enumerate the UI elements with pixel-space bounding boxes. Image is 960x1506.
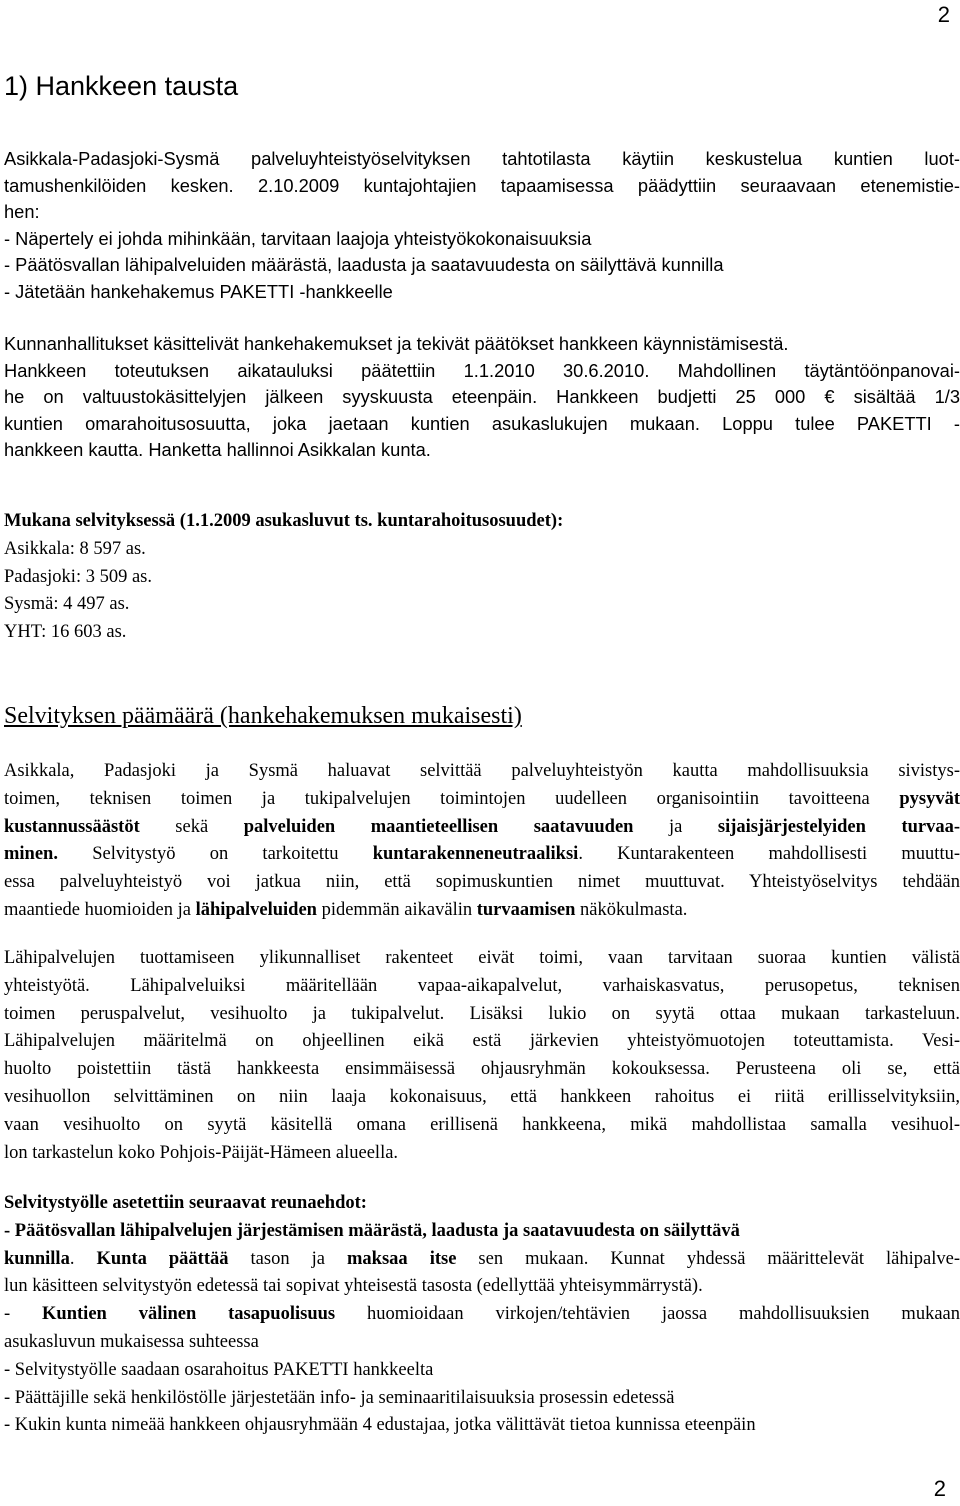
condition-line: kunnilla. Kunta päättää tason ja maksaa itse sen mukaan. Kunnat yhdessä määrittelevät lähipalve-: [4, 1248, 960, 1269]
decisions-line: kuntien omarahoitusosuutta, joka jaetaan kuntien asukaslukujen mukaan. Loppu tulee PAKETTI -: [4, 412, 960, 434]
goal-paragraph: [4, 758, 960, 925]
local-line: vaan vesihuolto on syytä käsitellä omana erillisenä hankkeena, mikä mahdollistaa samalla vesihuol-: [4, 1114, 960, 1135]
decisions-line: hankkeen kautta. Hanketta hallinnoi Asikkalan kunta.: [4, 439, 431, 461]
condition-line: - Päätösvallan lähipalvelujen järjestämisen määrästä, laadusta ja saatavuudesta on säilyttävä: [4, 1220, 740, 1241]
participants-title: Mukana selvityksessä (1.1.2009 asukasluvut ts. kuntarahoitusosuudet):: [4, 511, 564, 531]
section-heading: 1) Hankkeen tausta: [4, 71, 239, 101]
local-line: yhteistyötä. Lähipalveluiksi määritellään vapaa-aikapalvelut, varhaiskasvatus, perusopetus, teknisen: [4, 975, 960, 996]
intro-line: Asikkala-Padasjoki-Sysmä palveluyhteistyöselvityksen tahtotilasta käytiin keskustelua kuntien luot-: [4, 148, 960, 169]
page-number-top: 2: [937, 2, 950, 27]
local-line: toimen peruspalvelut, vesihuolto ja tukipalvelut. Lisäksi lukio on syytä ottaa mukaan tarkasteluun.: [4, 1003, 960, 1024]
intro-bullet: - Päätösvallan lähipalveluiden määrästä, laadusta ja saatavuudesta on säilyttävä kunnilla: [4, 254, 724, 276]
conditions-title: Selvitystyölle asetettiin seuraavat reunaehdot:: [4, 1193, 367, 1213]
conditions-block: [4, 1190, 960, 1440]
local-line: huolto poistettiin tästä hankkeesta ensimmäisessä ohjausryhmän kokouksessa. Perusteena oli se, että: [4, 1059, 960, 1080]
goal-line: essa palveluyhteistyö voi jatkua niin, että sopimuskuntien nimet muuttuvat. Yhteistyöselvitys tehdään: [4, 872, 960, 893]
local-line: Lähipalvelujen määritelmä on ohjeellinen eikä estä järkevien yhteistyömuotojen toteuttamista. Vesi-: [4, 1031, 960, 1052]
intro-line: hen:: [4, 201, 40, 223]
intro-bullet: - Näpertely ei johda mihinkään, tarvitaan laajoja yhteistyökokonaisuuksia: [4, 227, 592, 249]
condition-line: lun käsitteen selvitystyön edetessä tai sopivat yhteisestä tasosta (edellyttää yhteisymmärrystä).: [4, 1276, 703, 1297]
goal-line: Asikkala, Padasjoki ja Sysmä haluavat selvittää palveluyhteistyön kautta mahdollisuuksia sivistys-: [4, 761, 960, 781]
participant-total: YHT: 16 603 as.: [4, 622, 127, 643]
participants-block: [4, 508, 960, 647]
participant-item: Asikkala: 8 597 as.: [4, 538, 146, 559]
condition-line: - Kuntien välinen tasapuolisuus huomioidaan virkojen/tehtävien jaossa mahdollisuuksien mukaan: [4, 1304, 960, 1325]
local-line: vesihuollon selvittäminen on niin laaja kokonaisuus, että hankkeen rahoitus ei riitä erillisselvityksiin,: [4, 1086, 960, 1107]
local-line: lon tarkastelun koko Pohjois-Päijät-Hämeen alueella.: [4, 1142, 399, 1163]
decisions-line: Kunnanhallitukset käsittelivät hankehakemukset ja tekivät päätökset hankkeen käynnistämisestä.: [4, 333, 789, 354]
goal-line: kustannussäästöt sekä palveluiden maantieteellisen saatavuuden ja sijaisjärjestelyiden turvaa-: [4, 816, 960, 837]
condition-line: - Päättäjille sekä henkilöstölle järjestetään info- ja seminaaritilaisuuksia prosessin edetessä: [4, 1387, 675, 1408]
condition-line: - Kukin kunta nimeää hankkeen ohjausryhmään 4 edustajaa, jotka välittävät tietoa kunnissa eteenpäin: [4, 1415, 756, 1436]
intro-line: tamushenkilöiden kesken. 2.10.2009 kuntajohtajien tapaamisessa päädyttiin seuraavaan etenemistie-: [4, 174, 960, 196]
participant-item: Sysmä: 4 497 as.: [4, 594, 130, 615]
condition-line: - Selvitystyölle saadaan osarahoitus PAKETTI hankkeelta: [4, 1359, 434, 1380]
condition-line: asukasluvun mukaisessa suhteessa: [4, 1331, 259, 1352]
decisions-line: Hankkeen toteutuksen aikatauluksi päätettiin 1.1.2010 30.6.2010. Mahdollinen täytäntöönpanovai-: [4, 359, 960, 381]
goal-heading: Selvityksen päämäärä (hankehakemuksen mukaisesti): [4, 703, 522, 729]
goal-line: maantiede huomioiden ja lähipalveluiden pidemmän aikavälin turvaamisen näkökulmasta.: [4, 899, 688, 920]
decisions-paragraph: [4, 331, 960, 464]
local-services-paragraph: [4, 945, 960, 1167]
goal-line: toimen, teknisen toimen ja tukipalvelujen toimintojen uudelleen organisointiin tavoitteena pysyvät: [4, 788, 960, 809]
intro-bullet: - Jätetään hankehakemus PAKETTI -hankkeelle: [4, 280, 393, 302]
decisions-line: he on valtuustokäsittelyjen jälkeen syyskuusta eteenpäin. Hankkeen budjetti 25 000 € sisältää 1/3: [4, 386, 960, 408]
page-number-bottom: 2: [933, 1476, 946, 1501]
local-line: Lähipalvelujen tuottamiseen ylikunnalliset rakenteet eivät toimi, vaan tarvitaan suoraa kuntien välistä: [4, 948, 960, 968]
participant-item: Padasjoki: 3 509 as.: [4, 566, 152, 587]
goal-line: minen. Selvitystyö on tarkoitettu kuntarakenneneutraaliksi. Kuntarakenteen mahdollisesti muuttu-: [4, 844, 960, 865]
intro-paragraph: [4, 146, 960, 306]
